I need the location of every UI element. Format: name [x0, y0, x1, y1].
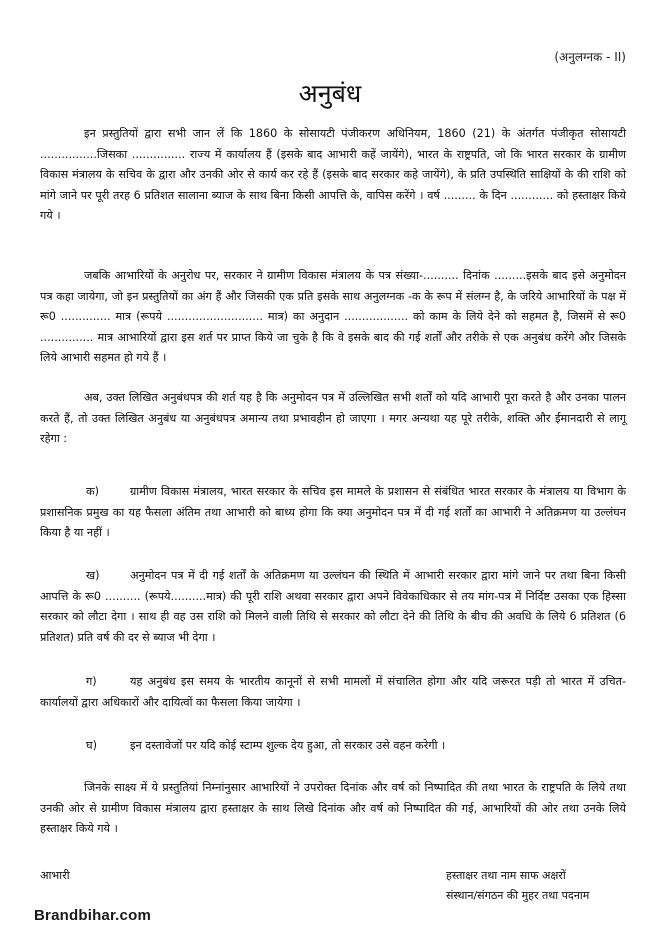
clause-a [40, 482, 626, 544]
clause-a-label: क) [86, 485, 99, 498]
signature-block [446, 866, 589, 906]
clause-a-text: ग्रामीण विकास मंत्रालय, भारत सरकार के सचिव इस मामले के प्रशासन से संबंधित भारत सरकार के मंत्रालय या विभाग के प्रशासनिक प्रमुख का यह फैसला अंतिम तथा आभारी को बाध्य होगा कि क्या अनुमोदन पत्र में दी गई शर्तों का आभारी ने अतिक्रमण या उल्लंघन किया है या नहीं । [40, 485, 626, 539]
clause-c-label: ग) [86, 675, 97, 688]
clause-b-label: ख) [86, 569, 100, 582]
intro-paragraph: इन प्रस्तुतियों द्वारा सभी जान लें कि 1860 के सोसायटी पंजीकरण अधिनियम, 1860 (21) के अंतर्गत पंजीकृत सोसायटी ................जिसका ............... राज्य में कार्यालय हैं (इसके बाद आभारी कहें जायेंगे), भारत के राष्ट्रपति, जो कि भारत सरकार के ग्रामीण विकास मंत्रालय के सचिव के द्वारा और उनकी ओर से कार्य कर रहे हैं (इसके बाद सरकार कहे जायेंगे), के प्रति उपस्थिति साक्षियों के की राशि को मांगे जाने पर पूरी तरह 6 प्रतिशत सालाना ब्याज के साथ बिना किसी आपत्ति के, वापिस करेंगे । वर्ष ......... के दिन ............ को हस्ताक्षर किये गये । [40, 127, 626, 222]
signature-seal-line: संस्थान/संगठन की मुहर तथा पदनाम [446, 889, 590, 902]
grant-paragraph: जबकि आभारियों के अनुरोध पर, सरकार ने ग्रामीण विकास मंत्रालय के पत्र संख्या-.......... दिनांक .........इसके बाद इसे अनुमोदन पत्र कहा जायेगा, जो इन प्रस्तुतियों का अंग हैं और जिसकी एक प्रति इसके साथ अनुलग्नक -क के रूप में संलग्न है, के जरिये आभारियों के पक्ष में रू0 .............. मात्र (रूपये ........................... मात्र) का अनुदान .................. को काम के लिये देने को सहमत है, जिसमें से रू0 ............... मात्र आभारियों द्वारा इस शर्त पर प्राप्त किये जा चुके है कि वे इसके बाद की गई शर्तों और तरीके से एक अनुबंध करेंगे और जिसके लिये आभारी सहमत हो गये हैं । [40, 269, 626, 364]
clause-b-text: अनुमोदन पत्र में दी गई शर्तों के अतिक्रमण या उल्लंघन की स्थिति में आभारी सरकार द्वारा मांगे जाने पर तथा बिना किसी आपत्ति के रू0 .......... (रूपये..........मात्र) की पूरी राशि अथवा सरकार द्वारा अपने विवेकाधिकार से तय मांग-पत्र में निर्दिष्ट उसका एक हिस्सा सरकार को लौटा देगा । साथ ही वह उस राशि को मिलने वाली तिथि से सरकार को लौटा देने की तिथि के बीच की अवधि के लिये 6 प्रतिशत (6 प्रतिशत) प्रति वर्ष की दर से ब्याज भी देगा । [40, 569, 626, 644]
signature-obligor: आभारी [40, 869, 70, 882]
clause-d [40, 736, 626, 757]
clause-d-label: घ) [86, 739, 97, 752]
document-title: अनुबंध [298, 79, 362, 108]
clause-c-text: यह अनुबंध इस समय के भारतीय कानूनों से सभी मामलों में संचालित होगा और यदि जरूरत पड़ी तो भारत में उचित-कार्यालयों द्वारा अधिकारों और दायित्वों का फैसला किया जायेगा । [40, 675, 626, 709]
condition-paragraph: अब, उक्त लिखित अनुबंधपत्र की शर्त यह है कि अनुमोदन पत्र में उल्लिखित सभी शर्तों को यदि आभारी पूरा करते है और उनका पालन करते हैं, तो उक्त लिखित अनुबंध या अनुबंधपत्र अमान्य तथा प्रभावहीन हो जाएगा । मगर अन्यथा यह पूरे तरीके, शक्ति और ईमानदारी से लागू रहेगा : [40, 391, 626, 445]
site-watermark: Brandbihar.com [34, 907, 151, 924]
clause-d-text: इन दस्तावेजों पर यदि कोई स्टाम्प शुल्क देय हुआ, तो सरकार उसे वहन करेगी । [130, 739, 446, 752]
closing-paragraph: जिनके साक्ष्य में ये प्रस्तुतियां निम्नांनुसार आभारियों ने उपरोक्त दिनांक और वर्ष को निष्पादित की तथा भारत के राष्ट्रपति के लिये तथा उनकी ओर से ग्रामीण विकास मंत्रालय द्वारा हस्ताक्षर के साथ लिखे दिनांक और वर्ष को निष्पादित की गई, आभारियों की ओर तथा उनके लिये हस्ताक्षर किये गये । [40, 781, 626, 835]
annex-tag: (अनुलग्नक - II) [554, 50, 626, 64]
signature-name-line: हस्ताक्षर तथा नाम साफ अक्षरों [446, 869, 566, 882]
clause-b [40, 566, 626, 648]
clause-c [40, 672, 626, 713]
